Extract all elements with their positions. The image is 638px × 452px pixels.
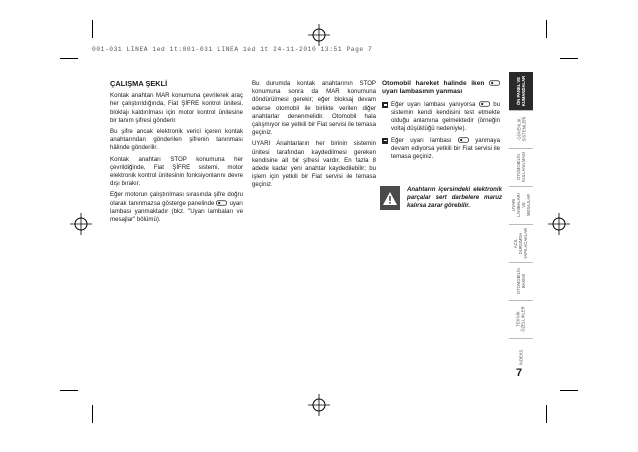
crop-mark xyxy=(60,390,78,391)
crop-mark xyxy=(92,405,93,423)
text-run: Eğer motorun çalıştırılması sırasında şifre doğru olarak tanınmazsa gösterge panelinde xyxy=(110,191,243,207)
text-run: Eğer uyarı lambası xyxy=(391,136,452,144)
crop-mark xyxy=(560,58,578,59)
tab-label: ACİL DURUMDA YAPILACAKLAR xyxy=(513,227,529,259)
crop-mark xyxy=(560,390,578,391)
tab-label: UYARI LAMBALARI VE MESAJLAR xyxy=(511,193,531,217)
list-text xyxy=(391,101,500,134)
column-1 xyxy=(110,80,243,227)
warning-text: Anahtarın içersindeki elektronik parçalar sert darbelere maruz kalırsa zarar görebilir. xyxy=(407,186,502,210)
print-slug: 001-031 LINEA 1ed 1t:001-031 LINEA 1ed 1t 24-11-2010 13:51 Page 7 xyxy=(92,46,373,53)
list-text xyxy=(391,137,500,162)
registration-mark-icon xyxy=(70,213,92,235)
text-run: uyarı lambası yanmaktadır (bkz. "Uyarı lambaları ve mesajlar" bölümü). xyxy=(110,199,244,224)
bullet-icon xyxy=(382,102,388,108)
crop-mark xyxy=(546,405,547,423)
paragraph: Kontak anahtarı MAR konumuna çevrilerek araç her çalıştırıldığında, Fiat ŞİFRE kontrol ünitesi, bloklajı kaldırılması için motor kontrol ünitesine bir tanım şifresi gönderir. xyxy=(110,92,243,124)
registration-mark-icon xyxy=(548,213,570,235)
paragraph: UYARI Anahtarların her birinin sistemin ünitesi tarafından kaydedilmesi gereken kendisine ait bir şifresi vardır. En fazla 8 adede kadar yeni anahtar kaydedilebilir; bu işlem için yetkili bir Fiat servisi ile temasa geçiniz. xyxy=(252,140,376,189)
crop-mark xyxy=(92,20,93,38)
tab-label: OTOMOBİLİN BAKIMI xyxy=(516,267,526,295)
bullet-icon xyxy=(382,138,388,144)
car-key-icon xyxy=(216,200,227,206)
tab-label: ÖN PANEL VE KUMANDALAR xyxy=(516,75,526,107)
tab-guvenlik[interactable] xyxy=(509,110,533,149)
paragraph: Bu durumda kontak anahtarının STOP konumuna sonra da MAR konumuna döndürülmesi gerekir; eğer bloksaj devam ederse otomobil ile birlikte verilen diğer anahtarlar denenmelidir. Otomobil hala çalışmıyor ise yetkili bir Fiat servisi ile temasa geçiniz. xyxy=(252,80,376,137)
crop-mark xyxy=(60,58,78,59)
tab-acil[interactable] xyxy=(509,224,533,263)
section-title xyxy=(382,80,500,97)
list-item xyxy=(382,101,500,134)
car-key-icon xyxy=(458,137,469,143)
crop-mark xyxy=(546,20,547,38)
text-run: bu sistemin kendi kendisini test etmekte olduğu anlamına gelmektedir (örneğin voltaj düşüklüğü nedeniyle). xyxy=(391,100,500,133)
page-number: 7 xyxy=(516,367,523,379)
text-run: yanmaya devam ediyorsa yetkili bir Fiat servisi ile temasa geçiniz. xyxy=(391,136,500,161)
column-2 xyxy=(252,80,376,193)
paragraph: Bu şifre ancak elektronik verici içeren kontak anahtarından gönderilen şifrenin tanınması hâlinde gönderilir. xyxy=(110,128,243,152)
car-key-icon xyxy=(479,101,490,107)
tab-uyari[interactable] xyxy=(509,186,533,225)
tab-label: TEKNİK ÖZELLİKLER xyxy=(516,306,526,332)
tab-teknik[interactable] xyxy=(509,300,533,339)
list-item xyxy=(382,137,500,162)
tab-label: İNDEKS xyxy=(518,349,524,365)
title-run: Otomobil hareket halinde iken xyxy=(382,80,485,87)
warning-note xyxy=(380,186,500,222)
warning-box xyxy=(380,186,400,210)
car-key-icon xyxy=(489,80,500,86)
tab-label: GÜVENLİK SİSTEMLERİ xyxy=(516,116,526,142)
column-3 xyxy=(382,80,500,164)
paragraph xyxy=(110,191,243,224)
title-run: uyarı lambasının yanması xyxy=(382,88,463,96)
tab-on-panel[interactable] xyxy=(509,72,533,111)
warning-triangle-icon xyxy=(380,186,400,210)
text-run: Eğer uyarı lambası yanıyorsa xyxy=(391,100,476,108)
tab-kullanim[interactable] xyxy=(509,148,533,187)
registration-mark-icon xyxy=(308,24,330,46)
paragraph: Kontak anahtarı STOP konumuna her çevrildiğinde, Fiat ŞİFRE sistemi, motor elektronik kontrol ünitesinin fonksiyonlarını devre dışı bırakır. xyxy=(110,155,243,188)
tab-label: OTOMOBİLİN KULLANILMASI xyxy=(516,151,526,183)
registration-mark-icon xyxy=(308,394,330,416)
tab-bakim[interactable] xyxy=(509,262,533,301)
section-title: ÇALIŞMA ŞEKLİ xyxy=(110,79,168,88)
